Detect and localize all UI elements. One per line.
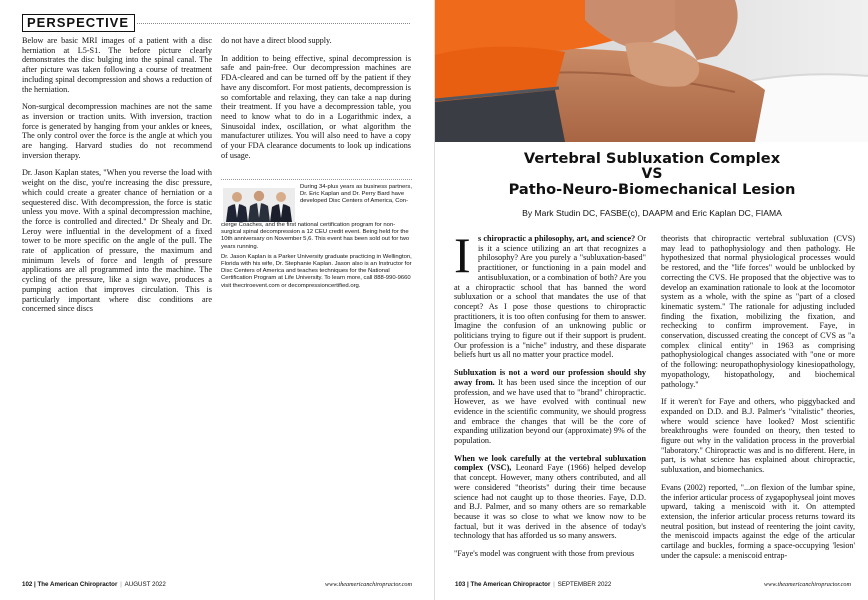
paragraph: Non-surgical decompression machines are not the same as inversion or traction units. With inversion, traction force is generated by hanging from your ankles or knees, The only control over the force is the angle at which you are hanging. Harvard studies do not recommend inversion therapy. xyxy=(22,102,212,160)
footer-url[interactable]: www.theamericanchiropractor.com xyxy=(764,581,851,588)
left-column-2 xyxy=(221,36,411,168)
author-photo-image xyxy=(223,188,295,222)
intro-lead: s chiropractic a philosophy, art, and science? xyxy=(478,234,636,243)
hero-photo xyxy=(435,0,868,142)
paragraph: In addition to being effective, spinal decompression is safe and pain-free. Our decompression machines are FDA-cleared and can be turned off by the patient if they have any discomfort. For most patients, decompression is so comfortable and relaxing, they can take a nap during their treatment. If you have a decompression table, you need to know what to do in a Logarithmic index, a Sinusoidal index, oscillation, or what algorithm the manufacturer utilizes. You will also need to have a copy of your FDA clearance documents to look up indications of usage. xyxy=(221,53,411,160)
author-bio xyxy=(221,179,412,293)
issue-month: AUGUST 2022 xyxy=(124,581,166,588)
paragraph: "Faye's model was congruent with those from previous xyxy=(454,549,635,559)
bio-paragraph: cierge Coaches, and the first national certification program for non-surgical spinal decompression a 12 CEU credit event. Being held for the 10th anniversary on November 5,6. This event has been sold out for two years running. xyxy=(221,222,410,250)
footer-separator: | xyxy=(120,581,122,588)
section-label: PERSPECTIVE xyxy=(22,14,135,32)
intro-paragraph xyxy=(454,227,646,360)
paragraph: If it weren't for Faye and others, who piggybacked and expanded on D.D. and B.J. Palmer's "vitalistic" theories, where would science have looked? Most scientific breakthroughs were founded on theory, then tested to figure out why in the validation process in the proverbial "laboratory." Chiropractic was and is no different. Here, in part, is what science has explained about chiropractic, subluxation, and biomechanics. xyxy=(661,397,855,475)
paragraph-lead: Subluxation is not a word our profession should shy away from. xyxy=(454,368,646,387)
paragraph-body: It has been used since the inception of our profession, and we have used that to "brand" chiropractic. However, as we have evolved with continual new evidence in the scientific community, we should progress and embrace the changes that will be the core of expanding utilization beyond our (approximate) 9% of the population. xyxy=(454,377,647,446)
section-rule xyxy=(137,23,410,24)
bio-body xyxy=(221,222,412,293)
bio-intro: During 34-plus years as business partners, Dr. Eric Kaplan and Dr. Perry Bard have developed Disc Centers of America, Con- xyxy=(300,184,412,205)
right-footer xyxy=(455,580,851,590)
paragraph: Dr. Jason Kaplan states, "When you reverse the load with weight on the disc, you're increasing the disc pressure, which could create a greater chance of herniation or a sequestered disc. With decompression, the force is static unless you move. With a spinal decompression machine, the force is controlled and directed." Dr Shealy and Dr. Leroy were influential in the development of a fixed tower to be more specific on the angle of the pull. The rate of application of pressure, the maximum and minimum levels of force and length of pressure applications are all programmed into the machine. The cycling of the pressure, like a sign wave, produces a pumping action that improves circulation. This is particularly important where disc conditions are concerned since discs xyxy=(22,168,212,314)
article-title-line2: Patho-Neuro-Biomechanical Lesion xyxy=(508,181,796,198)
section-header xyxy=(22,14,410,32)
bio-paragraph: Dr. Jason Kaplan is a Parker University graduate practicing in Wellington, Florida with his wife, Dr. Stephanie Kaplan. Jason also is an Instructor for Disc Centers of America and teaches techniques for the National Certification Program at Life University. To learn more, call 888-990-9660 visit thecriroevent.com or decompressioncertified.org. xyxy=(221,253,412,289)
paragraph: theorists that chiropractic vertebral subluxation (CVS) may lead to pathophysiology and then pathology. He hypothesized that normal physiological processes would be restored, and the "life forces" would be unblocked by correcting the CVS. He proposed that the objective was to develop an examination rationale to look at the locomotor system as a whole, with the spine as "part of a closed kinematic system." The rationale for adjusting included finding the fixation, mobilizing the fixation, and rechecking to confirm improvement. Faye, in conservation, discussed creating the concept of CVS as "a complex clinical entity" in 1963 as comprising pathophysiological changes associated with "one or more of the following: neuropathophysiology kinesiopathology, myopathology, histopathology, and biochemical pathology." xyxy=(661,234,855,389)
author-photo xyxy=(223,188,295,222)
page-folio: 103 | The American Chiropractor xyxy=(455,581,551,588)
left-column-1 xyxy=(22,36,212,322)
right-page xyxy=(434,0,868,600)
footer-url[interactable]: www.theamericanchiropractor.com xyxy=(325,581,412,588)
paragraph-body: Leonard Faye (1966) helped develop that concept. However, many others contributed, and all were considered "theorists" during their time because science had not caught up to those theories. Faye, D.D. and B.J. Palmer, and so many others are so remarkable because it was so close to what we know now to be factual, but it was derived in the absence of today's technology that has afforded us so many answers. xyxy=(454,463,646,541)
paragraph: do not have a direct blood supply. xyxy=(221,36,332,45)
paragraph: Evans (2002) reported, "...on flexion of the lumbar spine, the inferior articular process of zygapophyseal joint moves upward, taking a meniscoid with it. On attempted extension, the inferior articular process returns toward its neutral position, but instead of reentering the joint cavity, the meniscoid impacts against the edge of the articular cartilage and buckles, forming a space-occupying 'lesion' under the capsule: a meniscoid entrap- xyxy=(661,482,855,560)
article-title-vs: VS xyxy=(641,166,663,182)
issue-month: SEPTEMBER 2022 xyxy=(557,581,612,588)
paragraph-lead: When we look carefully at the vertebral subluxation complex (VSC), xyxy=(454,453,646,473)
article-byline: By Mark Studin DC, FASBE(c), DAAPM and Eric Kaplan DC, FIAMA xyxy=(522,208,782,218)
page-folio: 102 | The American Chiropractor xyxy=(22,581,118,588)
right-column-2 xyxy=(661,234,855,569)
chiropractic-adjustment-image xyxy=(435,0,868,142)
right-column-1 xyxy=(454,227,647,567)
intro-body: Or is it a science utilizing an art that recognizes a philosophy? Are you purely a "subluxation-based" practitioner, or functioning in a pain model and antisubluxation, or a combination of both? Are you at a chiropractic school that has banned the word subluxation or a school that mandates the use of that concept? As I pose those questions to chiropractic practitioners, it is too often confusing for them to answer. Imagine the confusion of an unknowing public or politicians trying to figure out if their support is prudent. Our profession is a "niche" industry, and these disparate beliefs hurt us all no matter your practice model. xyxy=(454,234,646,360)
footer-separator: | xyxy=(553,581,555,588)
paragraph xyxy=(454,368,646,446)
article-title-line1: Vertebral Subluxation Complex xyxy=(523,150,781,167)
paragraph: Below are basic MRI images of a patient with a disc herniation at L5-S1. The before picture clearly demonstrates the disc bulging into the spinal canal. The after picture was taken following a course of treatment including spinal decompression and shows a reduction of the herniation. xyxy=(22,36,212,94)
article-title-block xyxy=(435,150,868,218)
paragraph xyxy=(454,454,646,541)
drop-cap: I xyxy=(454,227,471,283)
left-footer xyxy=(22,580,412,590)
